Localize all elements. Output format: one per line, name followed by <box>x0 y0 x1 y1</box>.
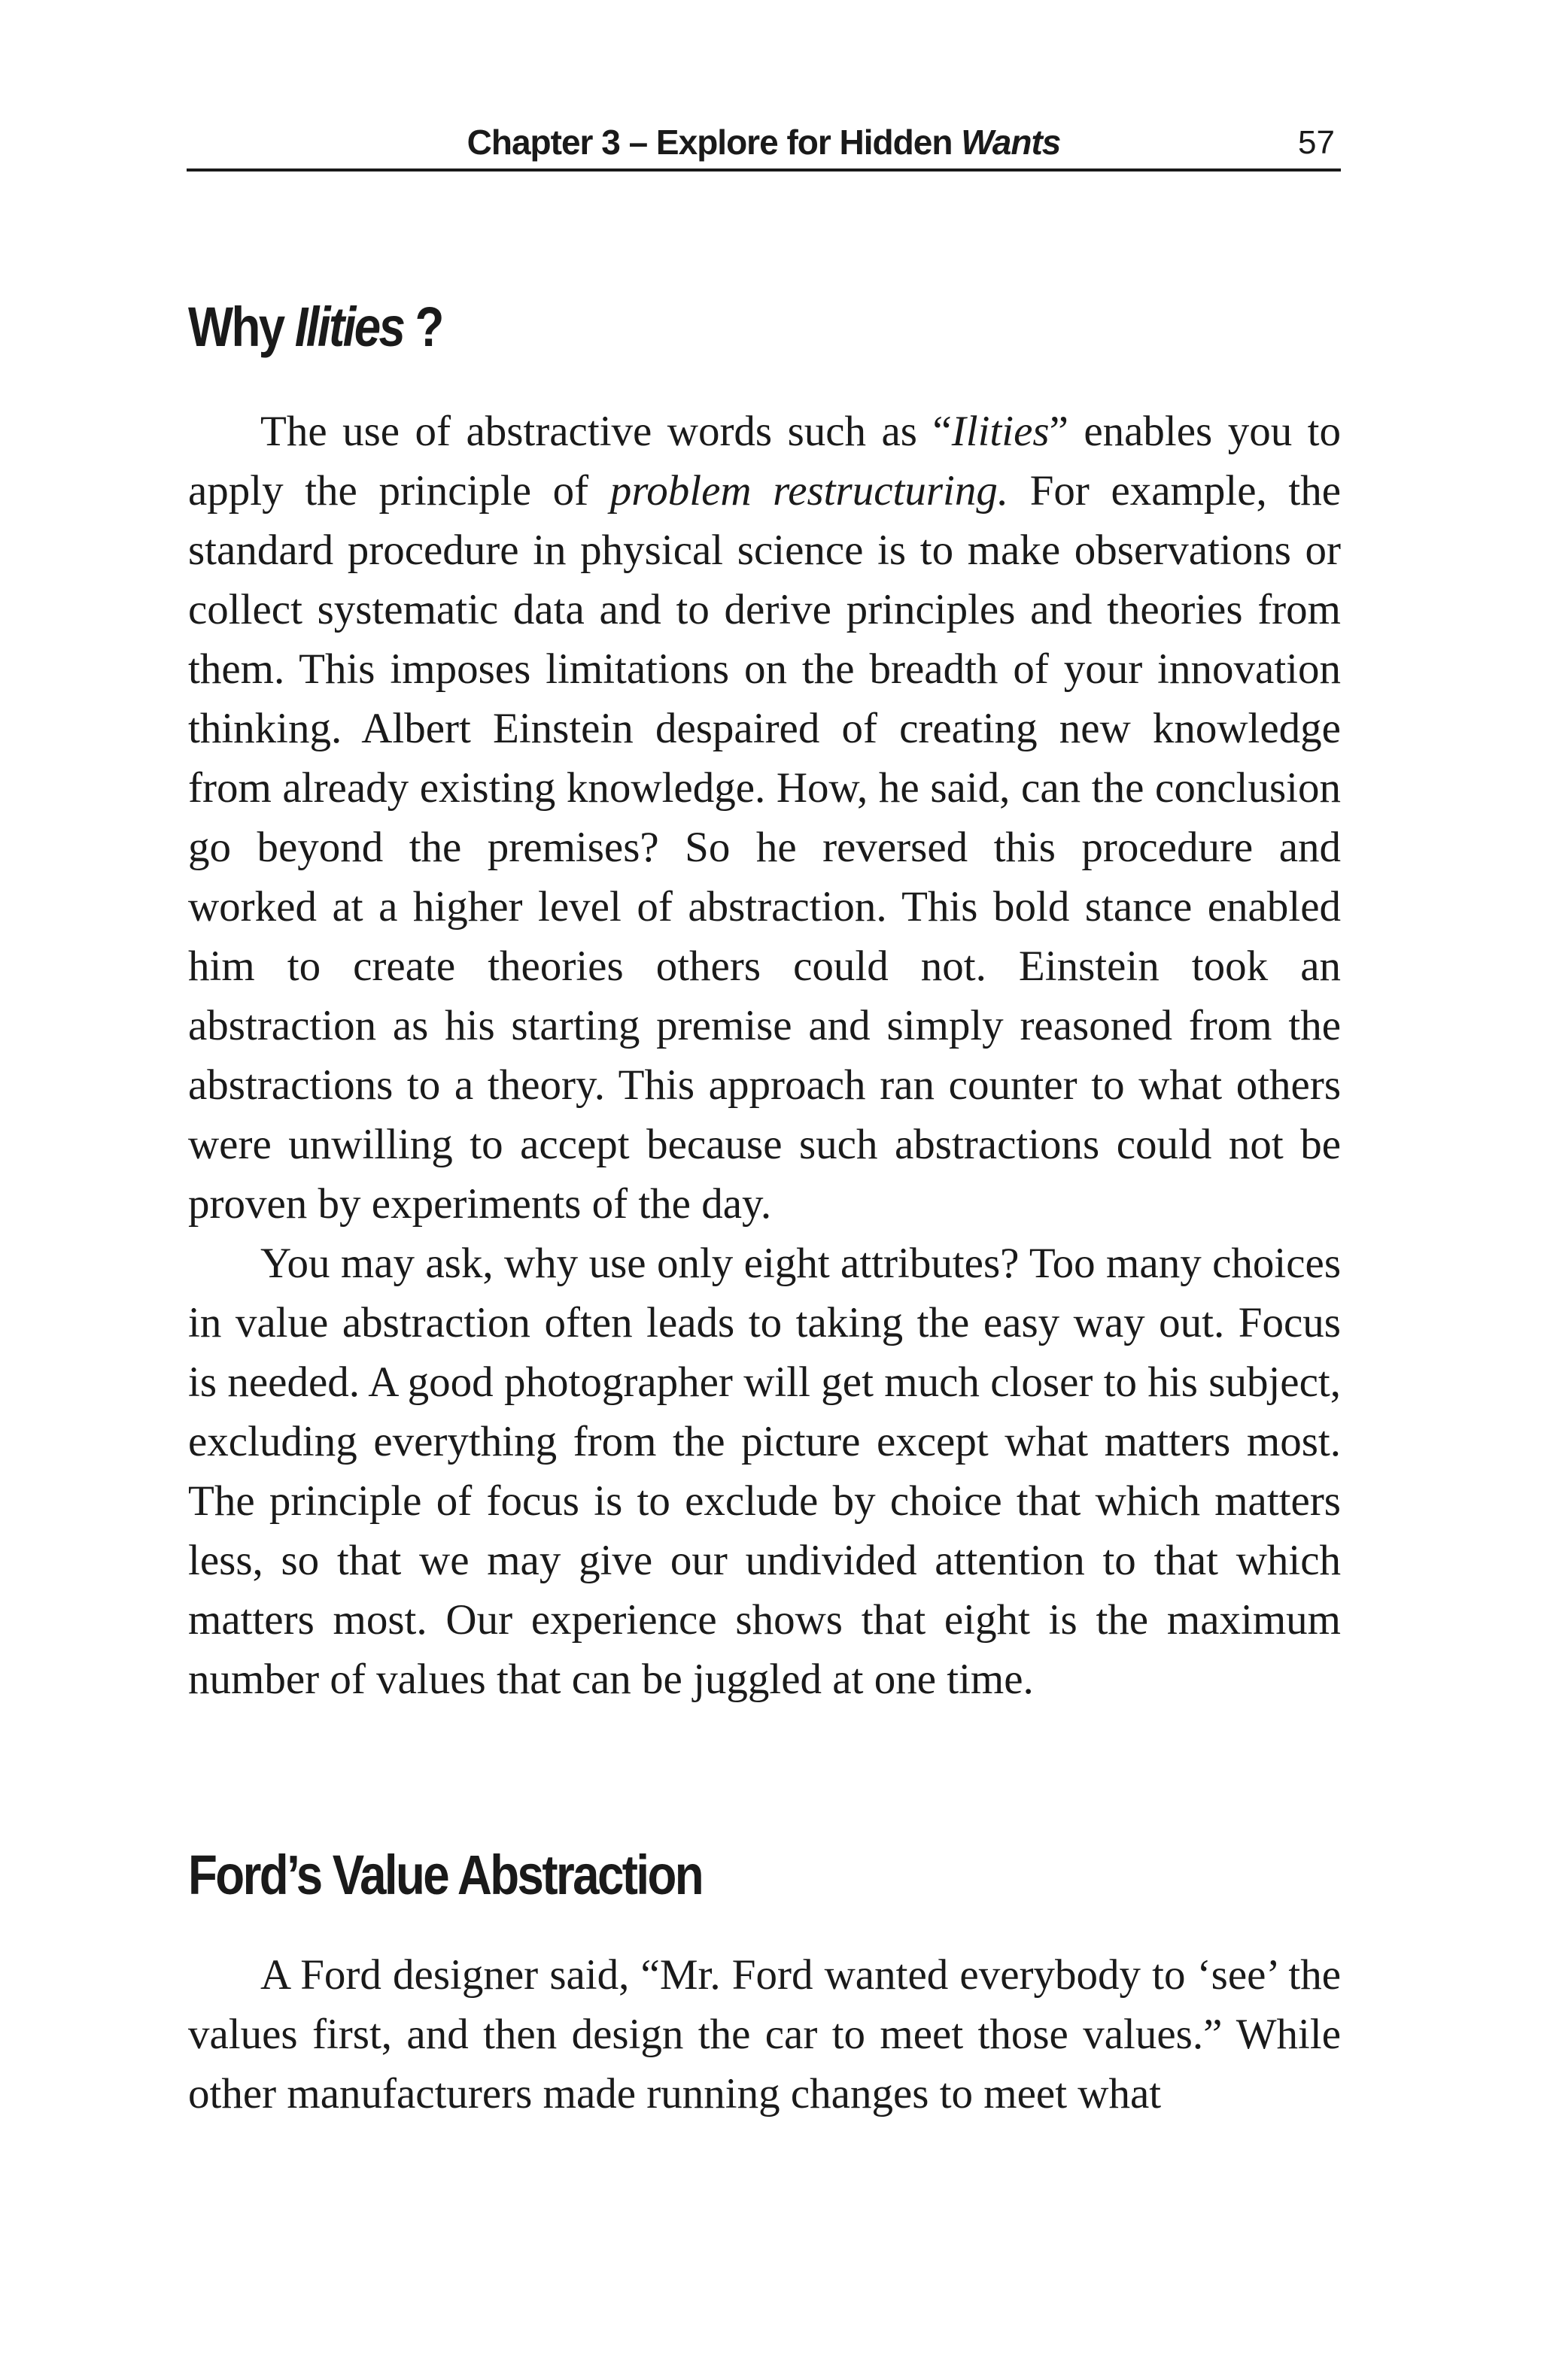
section-heading-emphasis: Ilities <box>294 296 404 358</box>
section-heading-fords-value-abstraction: Ford’s Value Abstraction <box>188 1844 703 1906</box>
section-heading-suffix: ? <box>403 296 442 358</box>
running-header <box>187 119 1341 172</box>
section-body-fords-value-abstraction <box>188 1945 1341 2123</box>
emphasis-ilities: Ilities <box>951 408 1050 455</box>
paragraph-text: The use of abstractive words such as “ <box>260 408 952 455</box>
section-body-why-ilities <box>188 402 1341 1709</box>
page-number: 57 <box>1298 124 1335 161</box>
paragraph-text: ” enables you to apply the principle of <box>188 408 1341 515</box>
chapter-title-emphasis: Wants <box>961 123 1061 162</box>
chapter-title <box>187 123 1341 162</box>
section-heading-prefix: Why <box>188 296 295 358</box>
section-heading-why-ilities <box>188 296 442 358</box>
paragraph-eight-attributes: You may ask, why use only eight attributes? Too many choices in value abstraction often leads to taking the easy way out. Focus is needed. A good photographer will get much closer to his subject, excluding everything from the picture except what matters most. The principle of focus is to exclude by choice that which matters less, so that we may give our undivided attention to that which matters most. Our experience shows that eight is the maximum number of values that can be juggled at one time. <box>188 1240 1341 1703</box>
emphasis-problem-restructuring: problem restructuring. <box>609 467 1009 515</box>
chapter-title-prefix: Chapter 3 – Explore for Hidden <box>467 123 962 162</box>
paragraph-ford-designer: A Ford designer said, “Mr. Ford wanted everybody to ‘see’ the values first, and then design the car to meet those values.” While other manufacturers made running changes to meet what <box>188 1951 1341 2117</box>
paragraph-abstraction <box>188 402 1341 1234</box>
paragraph-text: For example, the standard procedure in physical science is to make observations or collect systematic data and to derive principles and theories from them. This imposes limitations on the breadth of your innovation thinking. Albert Einstein despaired of creating new knowledge from already existing knowledge. How, he said, can the conclusion go beyond the premises? So he reversed this procedure and worked at a higher level of abstraction. This bold stance enabled him to create theories others could not. Einstein took an abstraction as his starting premise and simply reasoned from the abstractions to a theory. This approach ran counter to what others were unwilling to accept because such abstractions could not be proven by experiments of the day. <box>188 467 1341 1228</box>
